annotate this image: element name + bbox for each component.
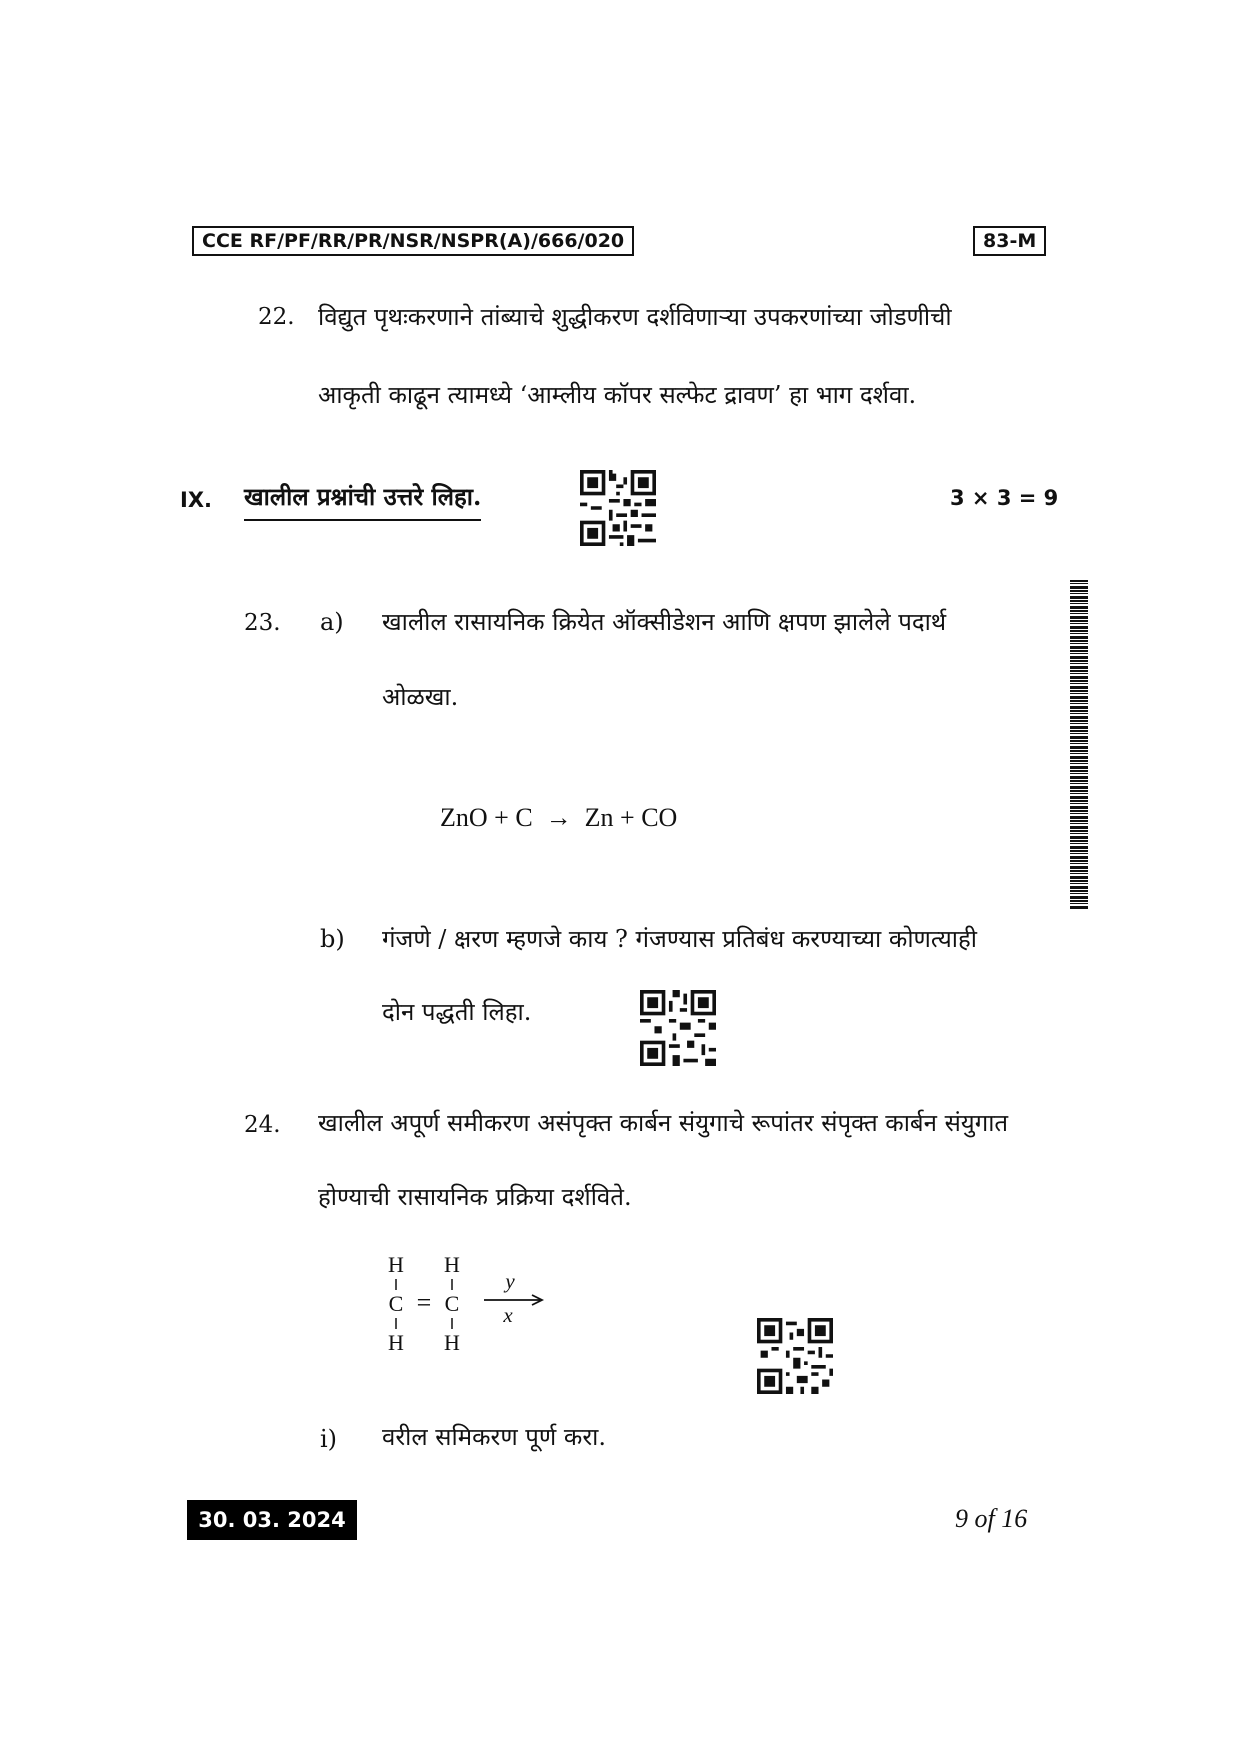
carbon-atom: C (444, 1291, 460, 1316)
qr-code-icon (640, 990, 716, 1066)
double-bond: = (416, 1288, 432, 1317)
side-barcode (1070, 580, 1088, 910)
q24i-label: i) (320, 1425, 338, 1453)
ethene-structure (380, 1250, 560, 1355)
hydrogen-atom: H (388, 1252, 404, 1277)
qr-code-icon (580, 470, 656, 546)
section-title: खालील प्रश्नांची उत्तरे लिहा. (244, 480, 481, 521)
exam-date: 30. 03. 2024 (187, 1500, 357, 1540)
q23a-line2: ओळखा. (382, 683, 459, 711)
question-number: 23. (244, 610, 281, 636)
q24-line2: होण्याची रासायनिक प्रक्रिया दर्शविते. (318, 1183, 632, 1211)
hydrogen-atom: H (444, 1252, 460, 1277)
question-number: 22. (258, 304, 295, 330)
q24-line1: खालील अपूर्ण समीकरण असंपृक्त कार्बन संयुगाचे रूपांतर संपृक्त कार्बन संयुगात (318, 1109, 1009, 1137)
q23a-label: a) (320, 608, 344, 636)
q22-line2: आकृती काढून त्यामध्ये ‘आम्लीय कॉपर सल्फेट द्रावण’ हा भाग दर्शवा. (318, 381, 917, 409)
arrow-condition-bottom: x (503, 1303, 513, 1327)
q23b-line1: गंजणे / क्षरण म्हणजे काय ? गंजण्यास प्रतिबंध करण्याच्या कोणत्याही (382, 925, 977, 953)
q23b-label: b) (320, 925, 345, 953)
arrow-condition-top: y (505, 1269, 515, 1293)
paper-code: CCE RF/PF/RR/PR/NSR/NSPR(A)/666/020 (192, 226, 634, 256)
q23b-line2: दोन पद्धती लिहा. (382, 998, 532, 1026)
section-number: IX. (180, 488, 212, 512)
carbon-atom: C (388, 1291, 404, 1316)
hydrogen-atom: H (388, 1330, 404, 1355)
q24i-text: वरील समिकरण पूर्ण करा. (382, 1423, 607, 1451)
qr-code-icon (757, 1318, 833, 1394)
q23a-line1: खालील रासायनिक क्रियेत ऑक्सीडेशन आणि क्षपण झालेले पदार्थ (382, 608, 947, 636)
paper-id: 83-M (973, 226, 1046, 256)
question-number: 24. (244, 1112, 281, 1138)
section-marks: 3 × 3 = 9 (950, 486, 1059, 510)
chemical-equation: ZnO + C → Zn + CO (440, 803, 678, 832)
q22-line1: विद्युत पृथःकरणाने तांब्याचे शुद्धीकरण दर्शविणाऱ्या उपकरणांच्या जोडणीची (318, 303, 952, 331)
page-number: 9 of 16 (955, 1504, 1028, 1533)
hydrogen-atom: H (444, 1330, 460, 1355)
